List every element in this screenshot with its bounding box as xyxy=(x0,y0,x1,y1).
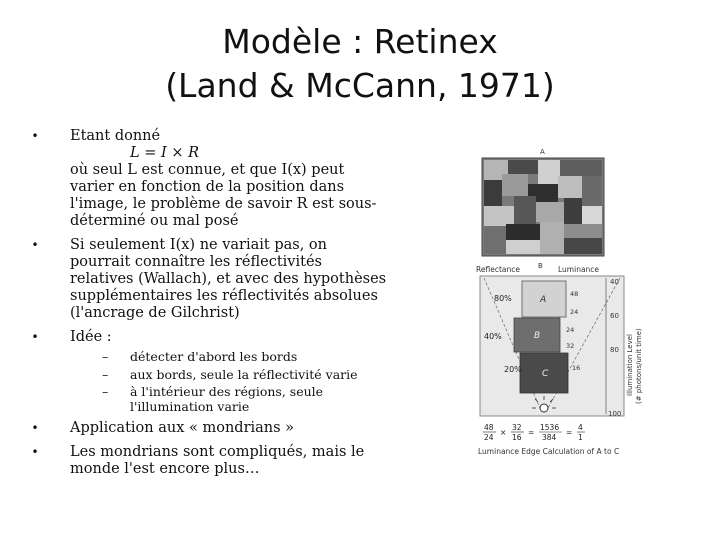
luminance-value-1: 48 xyxy=(570,290,579,298)
title-line-1: Modèle : Retinex xyxy=(222,22,498,61)
sub-bullet-2-text: aux bords, seule la réflectivité varie xyxy=(130,366,358,382)
bullet-3-text: Idée : xyxy=(70,329,112,345)
retinex-figure-svg xyxy=(474,146,646,458)
calc-den-4: 1 xyxy=(578,433,583,442)
bullet-3 xyxy=(28,329,388,346)
luminance-value-3: 24 xyxy=(566,326,575,334)
sub-bullet-3 xyxy=(70,385,388,414)
sub-bullet-2 xyxy=(70,368,388,383)
bullet-dot-icon: • xyxy=(31,129,39,143)
calc-den-3: 384 xyxy=(542,433,557,442)
patch-a-label: A xyxy=(540,295,547,305)
bullet-4-text: Application aux « mondrians » xyxy=(70,420,295,436)
calc-den-1: 24 xyxy=(484,433,494,442)
dash-icon: – xyxy=(102,366,109,382)
reflectance-label: Reflectance xyxy=(476,265,520,274)
calc-times: × xyxy=(500,428,507,437)
calc-equals-1: = xyxy=(528,428,535,437)
illum-axis-label-2: (# photons/unit time) xyxy=(635,328,643,404)
luminance-value-4: 32 xyxy=(566,342,575,350)
calc-num-1: 48 xyxy=(484,423,494,432)
bullet-5-text: Les mondrians sont compliqués, mais le monde l'est encore plus… xyxy=(70,444,365,477)
bullet-1-text-2: où seul L est connue, et que I(x) peut varier en fonction de la position dans l'image, le problème de savoir R est sous-déterminé ou mal posé xyxy=(70,162,377,229)
mondrian-panel xyxy=(482,158,604,256)
calc-equals-2: = xyxy=(566,428,573,437)
bullet-2 xyxy=(28,237,388,322)
reflectance-80: 80% xyxy=(494,294,512,303)
patch-c-label: C xyxy=(542,369,549,379)
calc-num-3: 1536 xyxy=(540,423,560,432)
bullet-dot-icon: • xyxy=(31,330,39,344)
calc-den-2: 16 xyxy=(512,433,522,442)
bullet-dot-icon: • xyxy=(31,445,39,459)
title-line-2: (Land & McCann, 1971) xyxy=(165,66,555,105)
dash-icon: – xyxy=(102,349,109,364)
sub-bullet-1 xyxy=(70,350,388,365)
bullet-1-text: Etant donné xyxy=(70,128,161,144)
bullet-list xyxy=(28,128,388,478)
figure-caption: Luminance Edge Calculation of A to C xyxy=(478,447,620,456)
luminance-value-5: 16 xyxy=(572,364,581,372)
panel-b-label: B xyxy=(538,262,543,270)
illum-tick-40: 40 xyxy=(610,278,619,286)
bullet-2-text: Si seulement I(x) ne variait pas, on pourrait connaître les réflectivités relatives (Wallach), et avec des hypothèses supplémentaires les réflectivités absolues (l'ancrage de Gilchrist) xyxy=(70,237,387,321)
luminance-label: Luminance xyxy=(558,265,600,274)
luminance-value-2: 24 xyxy=(570,308,579,316)
illum-axis-label-1: Illumination Level xyxy=(626,334,634,396)
patch-b-label: B xyxy=(534,331,541,341)
illum-tick-60: 60 xyxy=(610,312,619,320)
sub-bullet-1-text: détecter d'abord les bords xyxy=(130,349,298,364)
panel-a-label: A xyxy=(540,148,545,156)
bullet-5 xyxy=(28,444,388,478)
illum-tick-100: 100 xyxy=(608,410,622,418)
dash-icon: – xyxy=(102,384,109,399)
slide-title xyxy=(0,20,720,108)
reflectance-20: 20% xyxy=(504,365,522,374)
calc-num-2: 32 xyxy=(512,423,522,432)
sub-bullet-3-text: à l'intérieur des régions, seule l'illumination varie xyxy=(130,384,324,414)
bullet-dot-icon: • xyxy=(31,238,39,252)
retinex-figure xyxy=(474,146,646,458)
bullet-4 xyxy=(28,420,388,437)
illum-tick-80: 80 xyxy=(610,346,619,354)
edge-calculation xyxy=(483,423,585,442)
equation: L = I × R xyxy=(130,145,200,161)
bullet-dot-icon: • xyxy=(31,421,39,435)
bullet-1 xyxy=(28,128,388,230)
reflectance-40: 40% xyxy=(484,332,502,341)
calc-num-4: 4 xyxy=(578,423,583,432)
